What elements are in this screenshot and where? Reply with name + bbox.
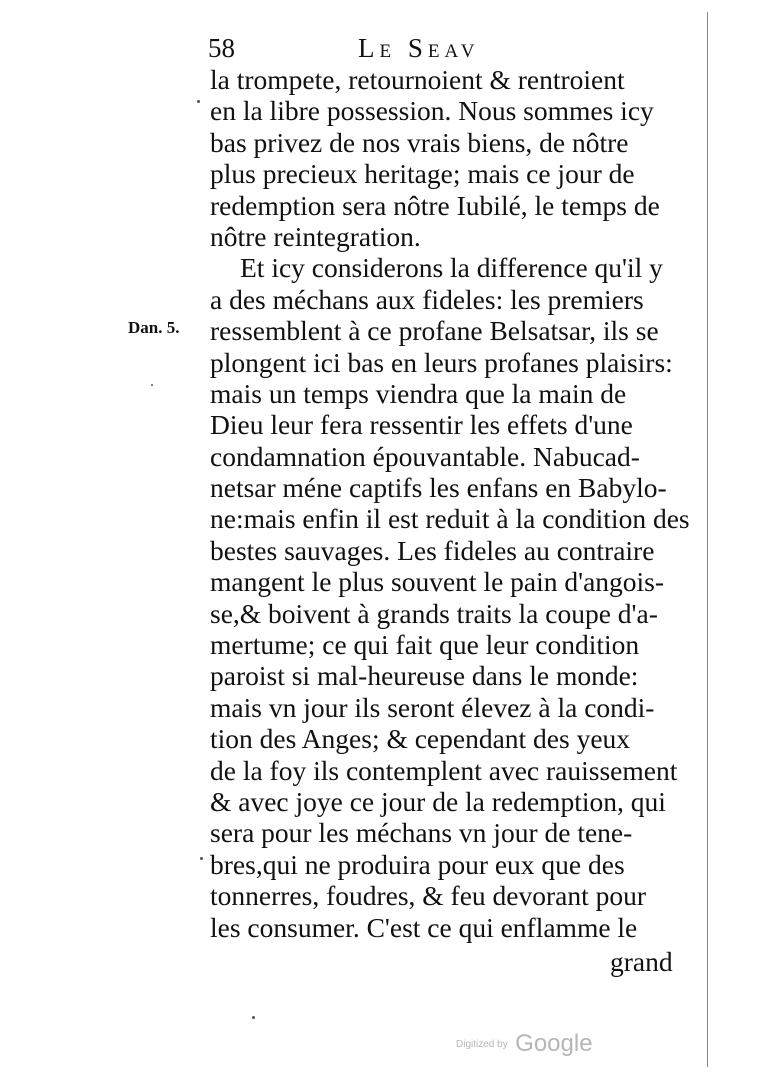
text-line: Dieu leur fera ressentir les effets d'une	[210, 409, 633, 441]
ink-speck	[200, 857, 203, 860]
watermark-prefix: Digitized by	[456, 1038, 508, 1050]
text-line: de la foy ils contemplent avec rauissement	[210, 754, 678, 786]
text-line: tonnerres, foudres, & feu devorant pour	[210, 880, 647, 912]
watermark-logo: Google	[515, 1030, 593, 1057]
text-line: nôtre reintegration.	[210, 220, 421, 252]
text-line: la trompete, retournoient & rentroient	[210, 64, 625, 95]
text-line: netsar méne captifs les enfans en Babylo-	[210, 472, 667, 504]
ink-speck	[197, 100, 200, 103]
text-line: sera pour les méchans vn jour de tene-	[210, 817, 633, 849]
digitization-watermark	[456, 1030, 593, 1058]
page-number: 58	[208, 33, 235, 63]
text-line: se,& boivent à grands traits la coupe d'a-	[210, 597, 658, 629]
text-line: redemption sera nôtre Iubilé, le temps de	[210, 189, 660, 221]
body-text	[210, 64, 690, 943]
paragraph-start-line: Et icy considerons la difference qu'il y	[240, 252, 663, 284]
text-line: en la libre possession. Nous sommes icy	[210, 95, 654, 127]
text-line: bestes sauvages. Les fideles au contraire	[210, 534, 655, 566]
text-line: plus precieux heritage; mais ce jour de	[210, 158, 635, 190]
text-line: bas privez de nos vrais biens, de nôtre	[210, 126, 629, 158]
text-line: paroist si mal-heureuse dans le monde:	[210, 660, 639, 692]
text-line: condamnation épouvantable. Nabucad-	[210, 440, 640, 472]
ink-speck	[252, 1016, 255, 1019]
text-line: a des méchans aux fideles: les premiers	[210, 283, 644, 315]
text-line: mertume; ce qui fait que leur condition	[210, 629, 640, 661]
text-line: mais vn jour ils seront élevez à la condi-	[210, 691, 655, 723]
ink-speck	[151, 384, 153, 386]
text-line: plongent ici bas en leurs profanes plaisirs:	[210, 346, 673, 378]
text-line: ne:mais enfin il est reduit à la condition des	[210, 503, 690, 535]
running-head: Le Seav	[358, 33, 480, 63]
text-line: les consumer. C'est ce qui enflamme le	[210, 911, 638, 943]
text-line: mais un temps viendra que la main de	[210, 377, 627, 409]
catchword: grand	[610, 946, 673, 977]
page-edge-rule	[707, 12, 708, 1067]
page-header	[208, 30, 678, 66]
text-line: bres,qui ne produira pour eux que des	[210, 848, 625, 880]
text-line: & avec joye ce jour de la redemption, qui	[210, 785, 666, 817]
text-line: ressemblent à ce profane Belsatsar, ils se	[210, 315, 659, 347]
margin-note: Dan. 5.	[128, 318, 180, 337]
text-line: mangent le plus souvent le pain d'angois-	[210, 566, 665, 598]
text-line: tion des Anges; & cependant des yeux	[210, 723, 631, 755]
